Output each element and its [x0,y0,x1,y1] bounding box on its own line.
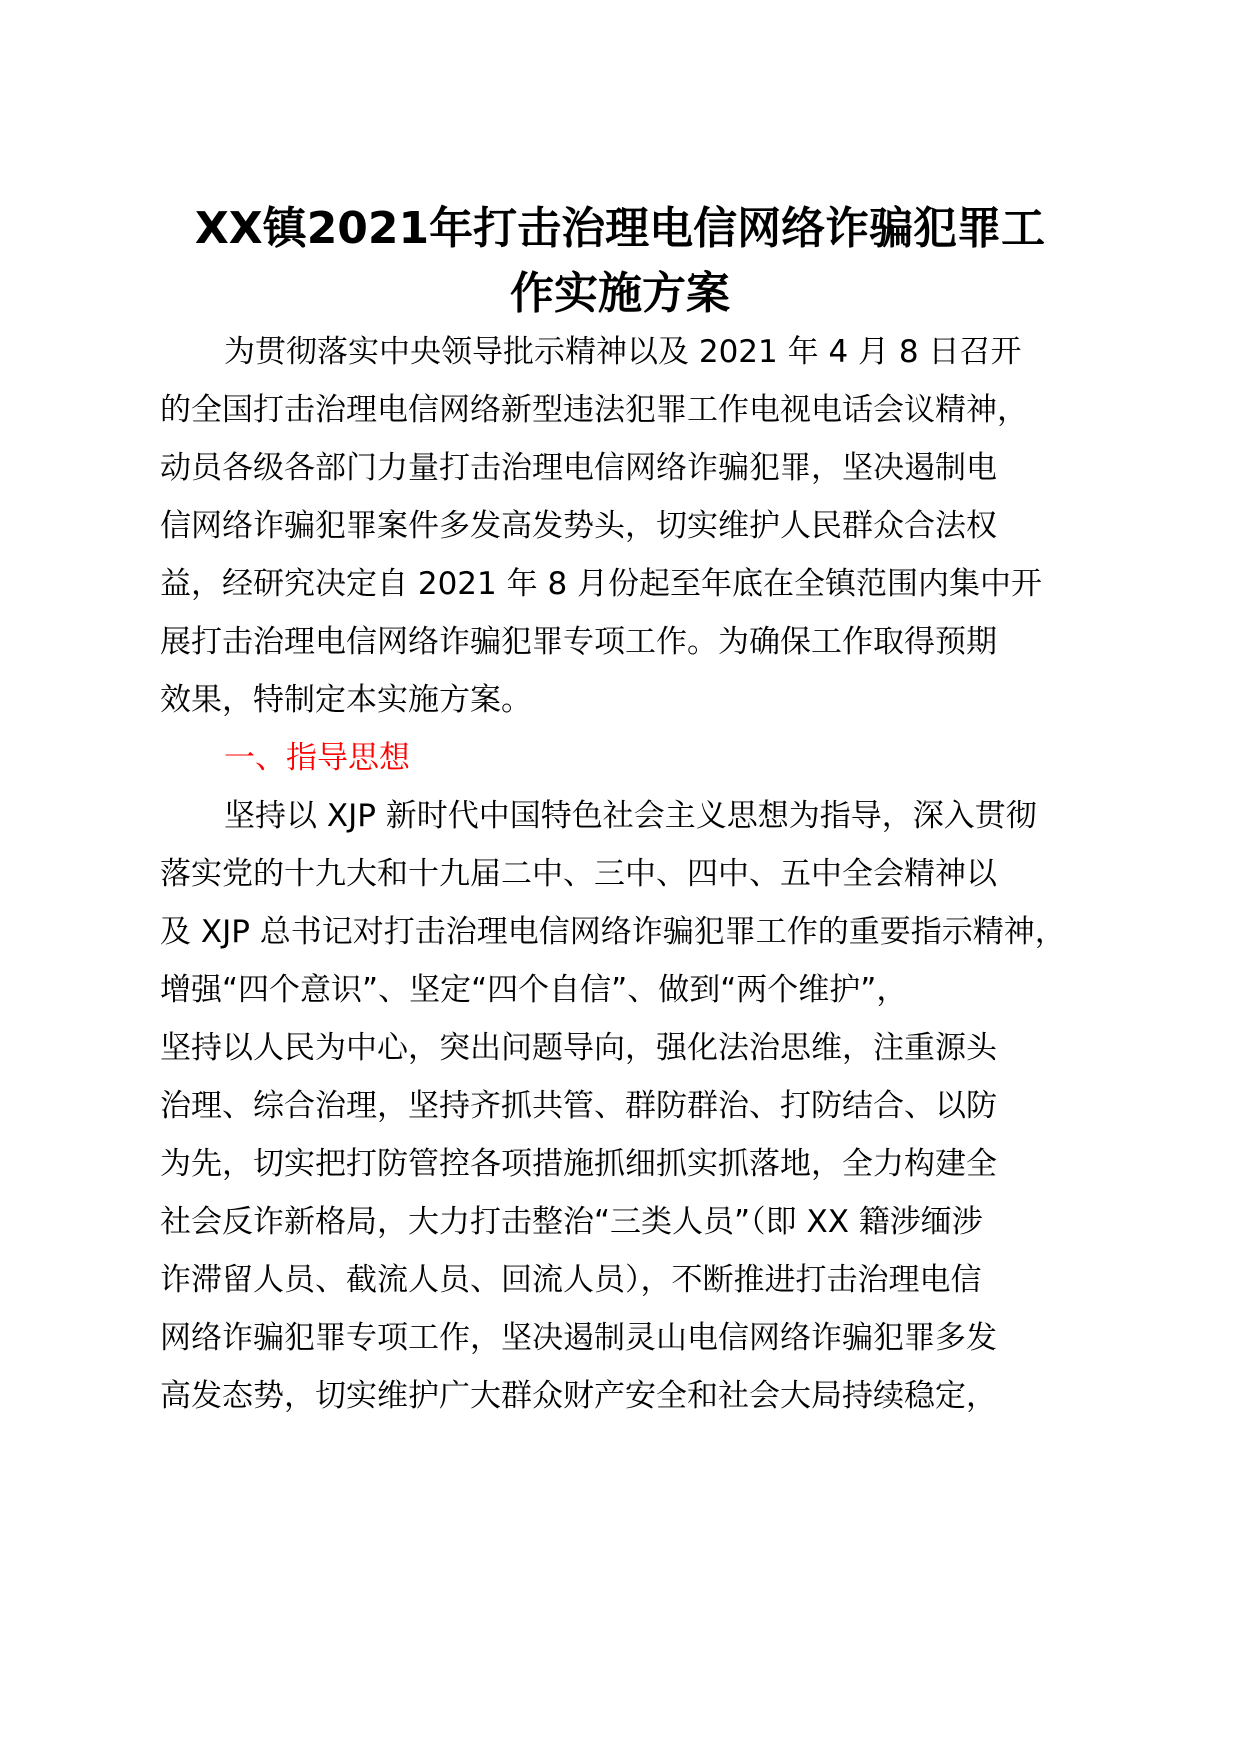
section1-line: 高发态势，切实维护广大群众财产安全和社会大局持续稳定， [160,1378,997,1414]
document-title-line-1: XX镇2021年打击治理电信网络诈骗犯罪工 [194,203,1046,254]
document-title-line-2: 作实施方案 [510,268,730,319]
section1-line: 网络诈骗犯罪专项工作，坚决遏制灵山电信网络诈骗犯罪多发 [160,1320,997,1356]
section-heading-guiding-ideology: 一、指导思想 [224,740,410,776]
intro-line: 信网络诈骗犯罪案件多发高发势头，切实维护人民群众合法权 [160,508,997,544]
intro-line: 的全国打击治理电信网络新型违法犯罪工作电视电话会议精神， [160,392,1028,428]
section1-line: 增强“四个意识”、坚定“四个自信”、做到“两个维护”， [160,972,908,1008]
section1-line: 坚持以 XJP 新时代中国特色社会主义思想为指导，深入贯彻 [224,798,1037,834]
section1-line: 及 XJP 总书记对打击治理电信网络诈骗犯罪工作的重要指示精神， [160,914,1066,950]
intro-line: 益，经研究决定自 2021 年 8 月份起至年底在全镇范围内集中开 [160,566,1043,602]
intro-line: 为贯彻落实中央领导批示精神以及 2021 年 4 月 8 日召开 [224,334,1022,370]
section1-line: 坚持以人民为中心，突出问题导向，强化法治思维，注重源头 [160,1030,997,1066]
intro-line: 展打击治理电信网络诈骗犯罪专项工作。为确保工作取得预期 [160,624,997,660]
intro-line: 效果，特制定本实施方案。 [160,682,532,718]
section1-line: 落实党的十九大和十九届二中、三中、四中、五中全会精神以 [160,856,997,892]
section1-line: 诈滞留人员、截流人员、回流人员），不断推进打击治理电信 [160,1262,982,1298]
section1-line: 治理、综合治理，坚持齐抓共管、群防群治、打防结合、以防 [160,1088,997,1124]
intro-line: 动员各级各部门力量打击治理电信网络诈骗犯罪，坚决遏制电 [160,450,997,486]
section1-line: 为先，切实把打防管控各项措施抓细抓实抓落地，全力构建全 [160,1146,997,1182]
section1-line: 社会反诈新格局，大力打击整治“三类人员”（即 XX 籍涉缅涉 [160,1204,983,1240]
